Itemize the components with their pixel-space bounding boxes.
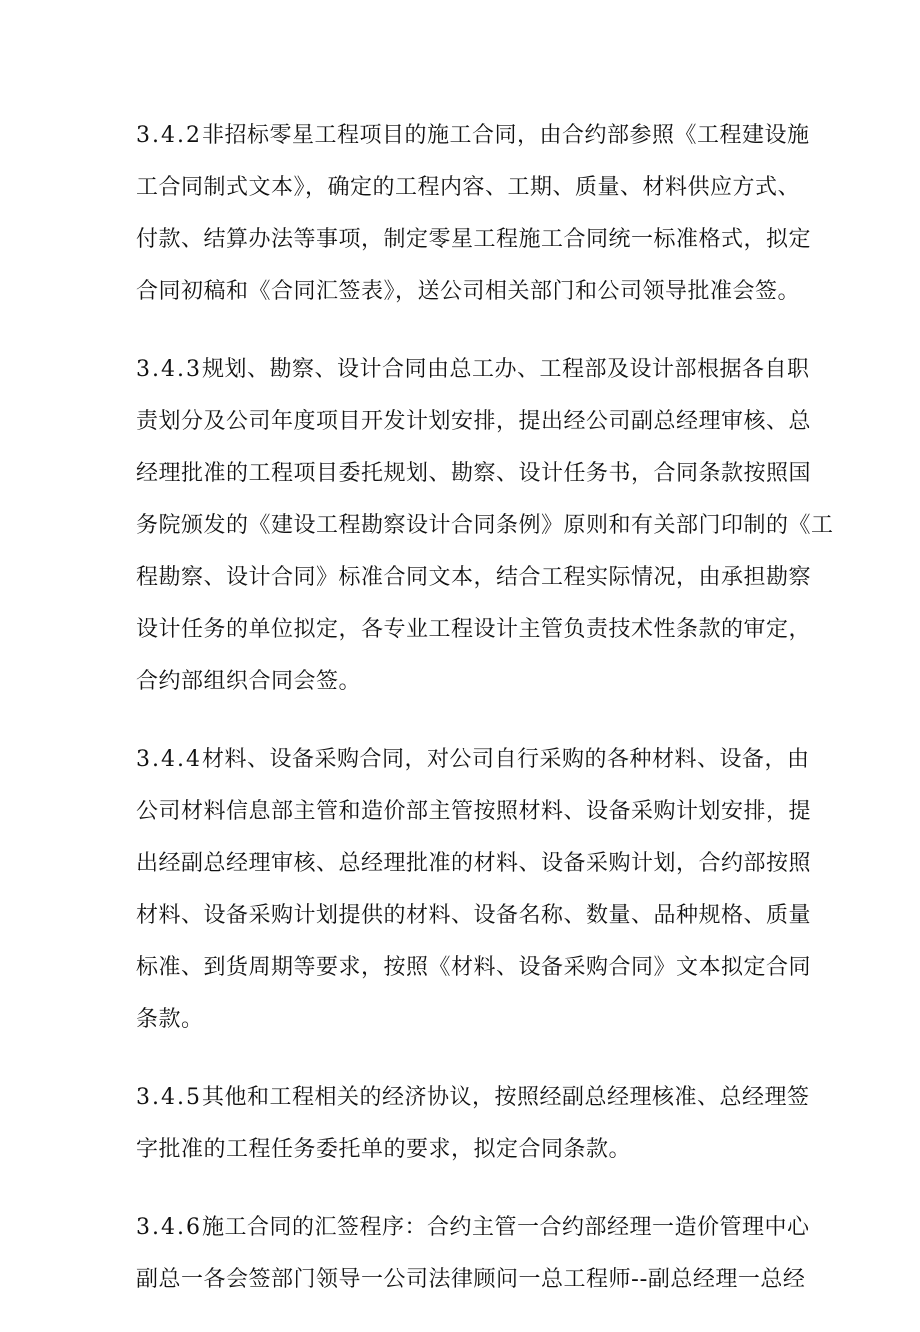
text-line: 3.4.4材料、设备采购合同，对公司自行采购的各种材料、设备，由: [136, 747, 810, 772]
text-line: 出经副总经理审核、总经理批准的材料、设备采购计划，合约部按照: [136, 851, 812, 876]
clause-number: 3.4.5: [136, 1085, 202, 1110]
text-line: 责划分及公司年度项目开发计划安排，提出经公司副总经理审核、总: [136, 409, 812, 434]
text-line: 程勘察、设计合同》标准合同文本，结合工程实际情况，由承担勘察: [136, 565, 812, 590]
paragraph-3-4-5: [136, 1072, 810, 1176]
text-line: 务院颁发的《建设工程勘察设计合同条例》原则和有关部门印制的《工: [136, 513, 834, 538]
text-line: 经理批准的工程项目委托规划、勘察、设计任务书，合同条款按照国: [136, 461, 812, 486]
paragraph-3-4-3: [136, 344, 834, 708]
paragraph-3-4-6: [136, 1202, 810, 1306]
text-line: 标准、到货周期等要求，按照《材料、设备采购合同》文本拟定合同: [136, 955, 812, 980]
text-line: 工合同制式文本》，确定的工程内容、工期、质量、材料供应方式、: [136, 175, 801, 200]
text-line: 付款、结算办法等事项，制定零星工程施工合同统一标准格式，拟定: [136, 227, 812, 252]
text-line: 3.4.5其他和工程相关的经济协议，按照经副总经理核准、总经理签: [136, 1085, 810, 1110]
clause-number: 3.4.2: [136, 123, 202, 148]
text-line: 字批准的工程任务委托单的要求，拟定合同条款。: [136, 1137, 632, 1162]
text-line: 设计任务的单位拟定，各专业工程设计主管负责技术性条款的审定，: [136, 617, 812, 642]
text-line: 合约部组织合同会签。: [136, 669, 362, 694]
text-line: 条款。: [136, 1007, 204, 1032]
document-body: [136, 110, 834, 1332]
clause-number: 3.4.4: [136, 747, 202, 772]
clause-number: 3.4.3: [136, 357, 202, 382]
text-line: 3.4.2非招标零星工程项目的施工合同，由合约部参照《工程建设施: [136, 123, 810, 148]
text-line: 3.4.6施工合同的汇签程序：合约主管一合约部经理一造价管理中心: [136, 1215, 810, 1240]
text-line: 3.4.3规划、勘察、设计合同由总工办、工程部及设计部根据各自职: [136, 357, 810, 382]
text-line: 合同初稿和《合同汇签表》，送公司相关部门和公司领导批准会签。: [136, 279, 801, 304]
paragraph-3-4-4: [136, 734, 812, 1046]
text-line: 公司材料信息部主管和造价部主管按照材料、设备采购计划安排，提: [136, 799, 812, 824]
clause-number: 3.4.6: [136, 1215, 202, 1240]
text-line: 副总一各会签部门领导一公司法律顾问一总工程师--副总经理一总经: [136, 1267, 806, 1292]
text-line: 材料、设备采购计划提供的材料、设备名称、数量、品种规格、质量: [136, 903, 812, 928]
paragraph-3-4-2: [136, 110, 812, 318]
